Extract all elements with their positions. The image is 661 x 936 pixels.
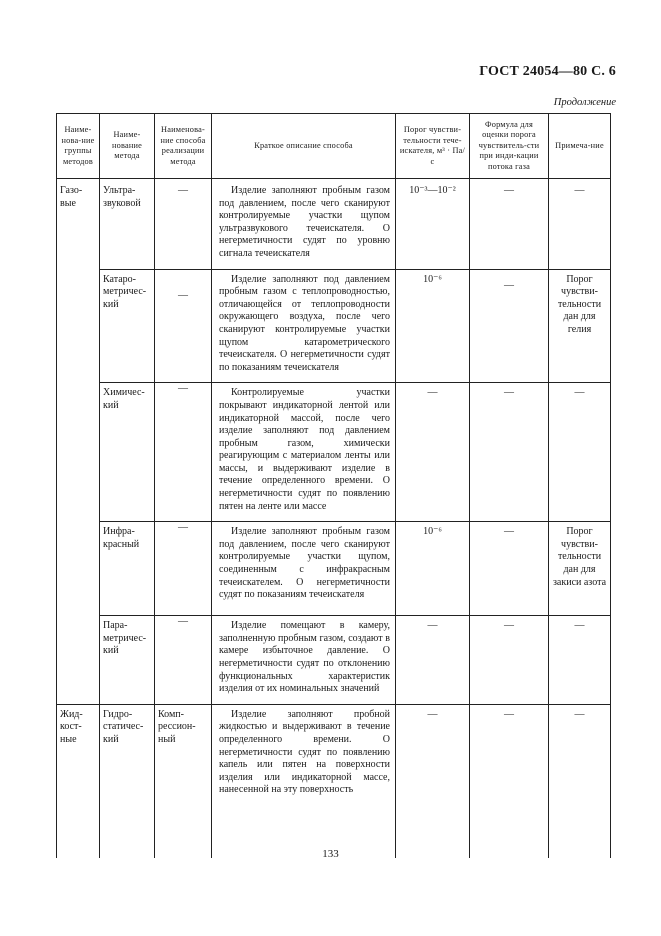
threshold-cell: — xyxy=(396,383,470,522)
header-description: Краткое описание способа xyxy=(212,114,396,179)
description-cell xyxy=(212,269,396,383)
header-notes: Примеча-ние xyxy=(549,114,611,179)
group-cell: Газо-вые xyxy=(57,179,100,270)
header-method: Наиме-нование метода xyxy=(100,114,155,179)
method-cell: Катаро-метричес-кий xyxy=(100,269,155,383)
description-text: Изделие заполняют пробным газом под давлением, после чего сканируют контролируемые участки щупом, соединенным с инфракрасным течеискателем. О негерметичности судят по показаниям течеискателя xyxy=(219,526,390,601)
group-cell: Жид-кост-ные xyxy=(57,704,100,858)
implementation-cell: — xyxy=(155,269,212,383)
description-text: Изделие заполняют пробным газом под давлением, после чего сканируют контролируемые участки щупом ультразвукового течеискателя. О негерметичности судят по уровню сигнала течеискателя xyxy=(219,185,390,259)
formula-cell: — xyxy=(470,269,549,383)
implementation-cell: — xyxy=(155,522,212,616)
threshold-cell: 10⁻⁶ xyxy=(396,522,470,616)
method-cell: Пара-метричес-кий xyxy=(100,616,155,705)
header-formula: Формула для оценки порога чувствитель-сти при инди-кации потока газа xyxy=(470,114,549,179)
formula-cell: — xyxy=(470,383,549,522)
notes-cell: Порог чувстви-тельности дан для гелия xyxy=(549,269,611,383)
table-row xyxy=(57,179,611,270)
implementation-cell: — xyxy=(155,179,212,270)
standard-header: ГОСТ 24054—80 С. 6 xyxy=(479,64,616,79)
header-group: Наиме-нова-ние группы методов xyxy=(57,114,100,179)
description-text: Изделие заполняют под давлением пробным газом с теплопроводностью, отличающейся от теплопроводности окружающего воздуха, после чего сканируют контролируемые участки щупом катарометрического течеискателя. О негерметичности судят по показаниям течеискателя xyxy=(219,273,390,373)
formula-cell: — xyxy=(470,704,549,858)
page-number: 133 xyxy=(322,848,339,860)
description-text: Изделие помещают в камеру, заполненную пробным газом, создают в камере избыточное давление. О негерметичности судят по отклонению функциональных характеристик изделия от их номинальных значений xyxy=(219,620,390,695)
group-cell xyxy=(57,522,100,616)
implementation-cell: — xyxy=(155,616,212,705)
description-cell xyxy=(212,704,396,858)
continued-label: Продолжение xyxy=(553,97,616,108)
header-implementation: Наименова-ние способа реализации метода xyxy=(155,114,212,179)
description-cell xyxy=(212,179,396,270)
methods-table xyxy=(56,113,611,858)
method-cell: Ультра-звуковой xyxy=(100,179,155,270)
description-cell xyxy=(212,383,396,522)
description-text: Изделие заполняют пробной жидкостью и выдерживают в течение определенного времени. О негерметичности судят по появлению капель или пятен на поверхности изделия или индикаторной массе, нанесенной на эту поверхность xyxy=(219,708,390,796)
header-threshold: Порог чувстви-тельности тече-искателя, м³ · Па/с xyxy=(396,114,470,179)
formula-cell: — xyxy=(470,616,549,705)
description-text: Контролируемые участки покрывают индикаторной лентой или индикаторной массой, после чего изделие заполняют под давлением пробным газом, химически реагирующим с материалом ленты или массы, и выдерживают изделие в течение определенного времени. О негерметичности судят по появлению пятен на ленте или массе xyxy=(219,387,390,512)
table-row xyxy=(57,522,611,616)
threshold-cell: — xyxy=(396,704,470,858)
threshold-cell: 10⁻⁶ xyxy=(396,269,470,383)
formula-cell: — xyxy=(470,522,549,616)
description-cell xyxy=(212,616,396,705)
table-row xyxy=(57,704,611,858)
group-cell xyxy=(57,383,100,522)
method-cell: Гидро-статичес-кий xyxy=(100,704,155,858)
group-cell xyxy=(57,269,100,383)
notes-cell: Порог чувстви-тельности дан для закиси азота xyxy=(549,522,611,616)
table-row xyxy=(57,383,611,522)
notes-cell: — xyxy=(549,179,611,270)
implementation-cell: — xyxy=(155,383,212,522)
description-cell xyxy=(212,522,396,616)
method-cell: Инфра-красный xyxy=(100,522,155,616)
table-header-row xyxy=(57,114,611,179)
group-cell xyxy=(57,616,100,705)
implementation-cell: Комп-рессион-ный xyxy=(155,704,212,858)
table-row xyxy=(57,616,611,705)
notes-cell: — xyxy=(549,616,611,705)
threshold-cell: 10⁻³—10⁻² xyxy=(396,179,470,270)
notes-cell: — xyxy=(549,704,611,858)
notes-cell: — xyxy=(549,383,611,522)
table-row xyxy=(57,269,611,383)
method-cell: Химичес-кий xyxy=(100,383,155,522)
formula-cell: — xyxy=(470,179,549,270)
threshold-cell: — xyxy=(396,616,470,705)
